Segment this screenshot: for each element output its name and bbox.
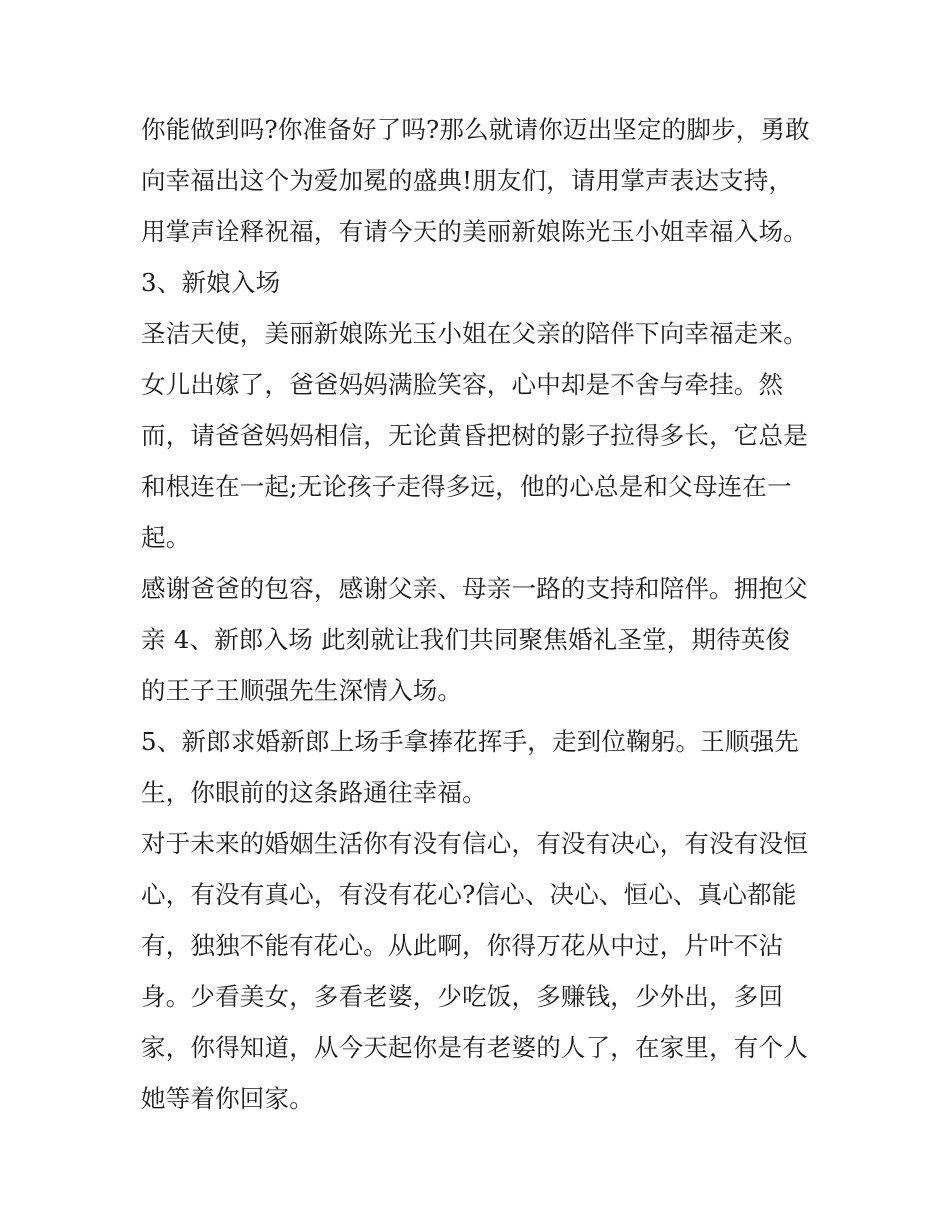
text-line: 对于未来的婚姻生活你有没有信心，有没有决心，有没有没恒 [141,829,808,858]
text-line: 身。少看美女，多看老婆，少吃饭，多赚钱，少外出，多回 [141,982,784,1011]
text-line: 的王子王顺强先生深情入场。 [141,676,463,705]
text-line: 家，你得知道，从今天起你是有老婆的人了，在家里，有个人 [141,1033,808,1062]
text-line: 用掌声诠释祝福，有请今天的美丽新娘陈光玉小姐幸福入场。 [141,217,808,246]
text-line: 她等着你回家。 [141,1084,314,1113]
text-line: 圣洁天使，美丽新娘陈光玉小姐在父亲的陪伴下向幸福走来。 [141,319,808,348]
document-body [141,104,813,1124]
text-line: 起。 [141,523,191,552]
text-line: 心，有没有真心，有没有花心?信心、决心、恒心、真心都能 [141,880,797,909]
text-line: 女儿出嫁了，爸爸妈妈满脸笑容，心中却是不舍与牵挂。然 [141,370,784,399]
text-line: 和根连在一起;无论孩子走得多远，他的心总是和父母连在一 [141,472,792,501]
text-line: 感谢爸爸的包容，感谢父亲、母亲一路的支持和陪伴。拥抱父 [141,574,808,603]
text-line: 有，独独不能有花心。从此啊，你得万花从中过，片叶不沾 [141,931,784,960]
text-line: 生，你眼前的这条路通往幸福。 [141,778,487,807]
text-line: 5、新郎求婚新郎上场手拿捧花挥手，走到位鞠躬。王顺强先 [141,727,799,756]
text-line: 向幸福出这个为爱加冕的盛典!朋友们，请用掌声表达支持， [141,166,794,195]
text-line: 而，请爸爸妈妈相信，无论黄昏把树的影子拉得多长，它总是 [141,421,808,450]
text-line: 你能做到吗?你准备好了吗?那么就请你迈出坚定的脚步，勇敢 [141,115,810,144]
section-heading: 3、新娘入场 [141,268,281,297]
text-line: 亲 4、新郎入场 此刻就让我们共同聚焦婚礼圣堂，期待英俊 [141,625,791,654]
